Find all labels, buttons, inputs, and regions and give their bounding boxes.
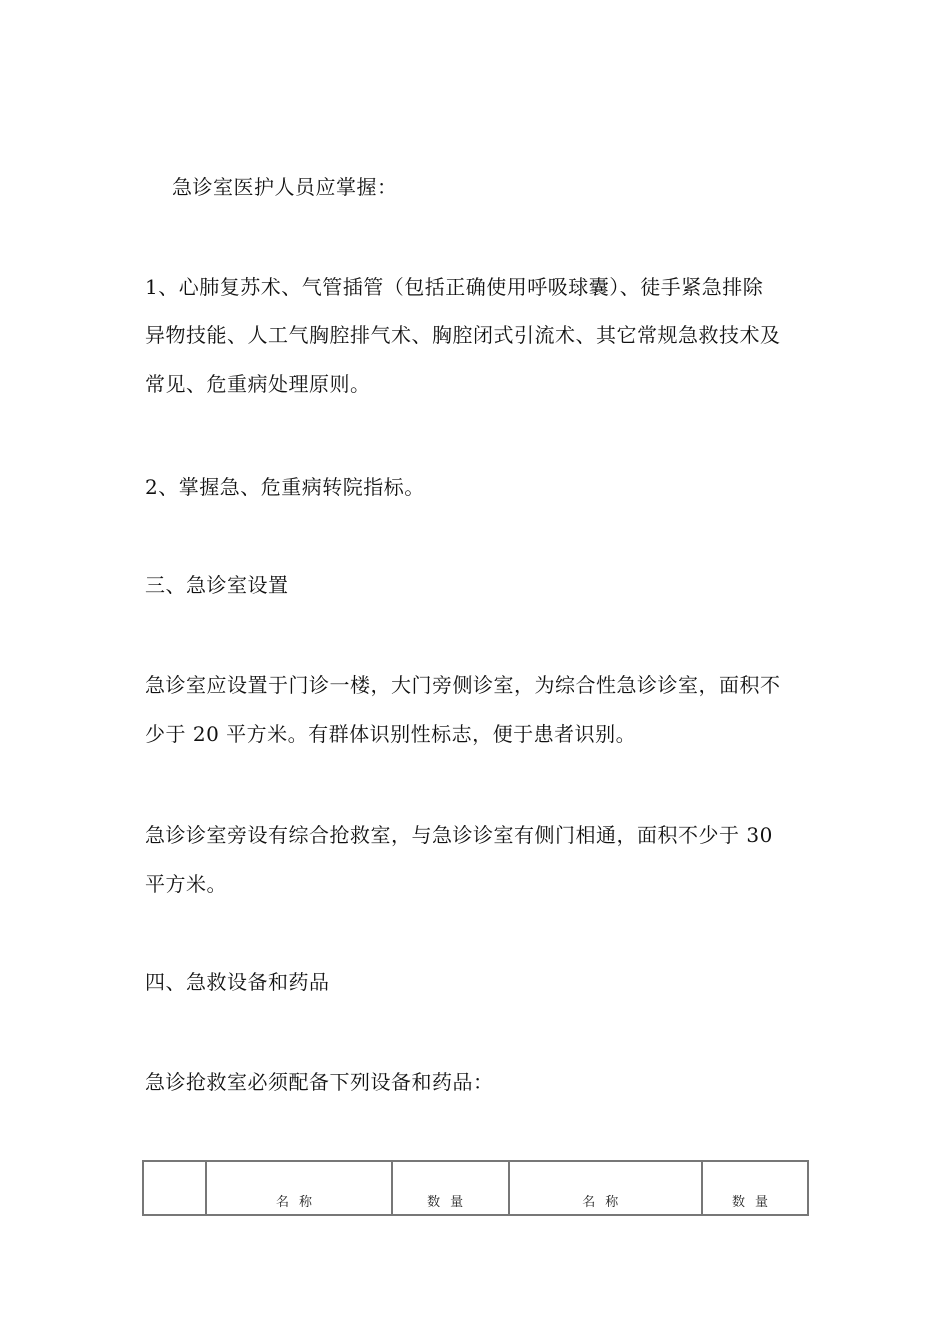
section4-heading: 四、急救设备和药品 xyxy=(145,970,330,994)
header-quantity-cell-2: 数量 xyxy=(702,1161,808,1215)
item1-line3: 常见、危重病处理原则。 xyxy=(145,372,371,396)
room-line2: 平方米。 xyxy=(145,872,227,896)
equipment-table xyxy=(142,1160,809,1216)
equipment-intro: 急诊抢救室必须配备下列设备和药品： xyxy=(145,1070,494,1094)
intro-text: 急诊室医护人员应掌握： xyxy=(172,175,398,199)
header-name-cell: 名称 xyxy=(206,1161,392,1215)
header-quantity-cell: 数量 xyxy=(392,1161,509,1215)
item2-text: 2、掌握急、危重病转院指标。 xyxy=(145,475,425,499)
header-index-cell xyxy=(143,1161,206,1215)
header-name-cell-2: 名称 xyxy=(509,1161,703,1215)
setup-line1: 急诊室应设置于门诊一楼，大门旁侧诊室，为综合性急诊诊室，面积不 xyxy=(145,673,781,697)
section3-heading: 三、急诊室设置 xyxy=(145,573,289,597)
item1-line1: 1、心肺复苏术、气管插管（包括正确使用呼吸球囊）、徒手紧急排除 xyxy=(145,275,764,299)
setup-line2: 少于 20 平方米。有群体识别性标志，便于患者识别。 xyxy=(145,722,637,746)
table-header-row xyxy=(143,1161,808,1215)
item1-line2: 异物技能、人工气胸腔排气术、胸腔闭式引流术、其它常规急救技术及 xyxy=(145,323,781,347)
room-line1: 急诊诊室旁设有综合抢救室，与急诊诊室有侧门相通，面积不少于 30 xyxy=(145,823,773,847)
